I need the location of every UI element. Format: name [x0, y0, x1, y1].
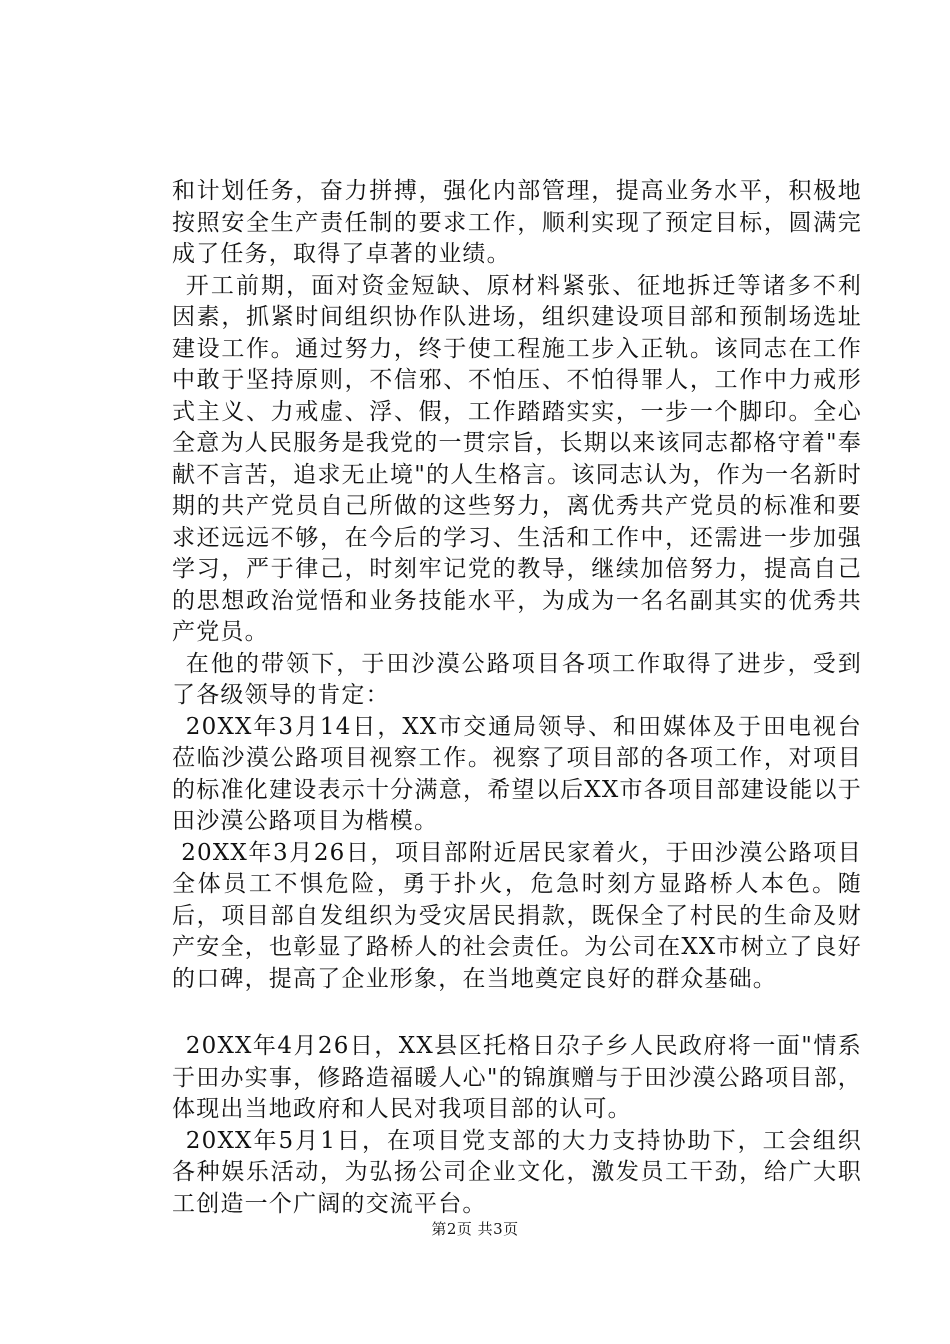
paragraph-6: 20XX年4月26日，XX县区托格日尕子乡人民政府将一面"情系于田办实事，修路造福暖人心"的锦旗赠与于田沙漠公路项目部，体现出当地政府和人民对我项目部的认可。: [172, 1033, 862, 1122]
paragraph-5: 20XX年3月26日，项目部附近居民家着火，于田沙漠公路项目全体员工不惧危险，勇于扑火，危急时刻方显路桥人本色。随后，项目部自发组织为受灾居民捐款，既保全了村民的生命及财产安全，也彰显了路桥人的社会责任。为公司在XX市树立了良好的口碑，提高了企业形象，在当地奠定良好的群众基础。: [172, 839, 862, 992]
document-body: [172, 176, 862, 1220]
paragraph-2: 开工前期，面对资金短缺、原材料紧张、征地拆迁等诸多不利因素，抓紧时间组织协作队进场，组织建设项目部和预制场选址建设工作。通过努力，终于使工程施工步入正轨。该同志在工作中敢于坚持原则，不信邪、不怕压、不怕得罪人，工作中力戒形式主义、力戒虚、浮、假，工作踏踏实实，一步一个脚印。全心全意为人民服务是我党的一贯宗旨，长期以来该同志都格守着"奉献不言苦，追求无止境"的人生格言。该同志认为，作为一名新时期的共产党员自己所做的这些努力，离优秀共产党员的标准和要求还远远不够，在今后的学习、生活和工作中，还需进一步加强学习，严于律己，时刻牢记党的教导，继续加倍努力，提高自己的思想政治觉悟和业务技能水平，为成为一名名副其实的优秀共产党员。: [172, 272, 862, 645]
paragraph-4: 20XX年3月14日，XX市交通局领导、和田媒体及于田电视台莅临沙漠公路项目视察工作。视察了项目部的各项工作，对项目的标准化建设表示十分满意，希望以后XX市各项目部建设能以于田沙漠公路项目为楷模。: [172, 713, 862, 834]
paragraph-7: 20XX年5月1日，在项目党支部的大力支持协助下，工会组织各种娱乐活动，为弘扬公司企业文化，激发员工干劲，给广大职工创造一个广阔的交流平台。: [172, 1127, 862, 1217]
paragraph-3: 在他的带领下，于田沙漠公路项目各项工作取得了进步，受到了各级领导的肯定：: [172, 650, 862, 708]
paragraph-spacer: [172, 995, 862, 1031]
paragraph-1: 和计划任务，奋力拼搏，强化内部管理，提高业务水平，积极地按照安全生产责任制的要求工作，顺利实现了预定目标，圆满完成了任务，取得了卓著的业绩。: [172, 178, 862, 267]
page-number-footer: 第2页 共3页: [431, 1220, 519, 1238]
